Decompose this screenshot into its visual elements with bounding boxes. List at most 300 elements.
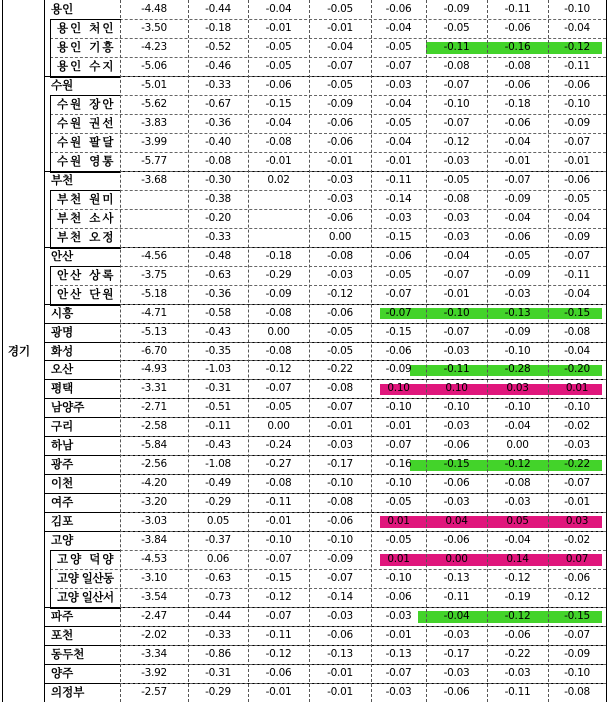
value-cell: -0.01 xyxy=(265,515,292,528)
value-cell: -0.12 xyxy=(327,287,353,300)
value-cell: -0.07 xyxy=(504,173,531,186)
row-divider xyxy=(50,114,606,115)
value-cell: -0.11 xyxy=(504,686,531,699)
value-cell: -0.07 xyxy=(327,59,353,72)
value-cell: -0.08 xyxy=(564,686,590,699)
value-cell: 0.00 xyxy=(328,230,352,243)
value-cell: -5.77 xyxy=(141,154,167,167)
value-cell: -0.10 xyxy=(564,667,590,680)
row-label: 용인 수지 xyxy=(57,58,116,73)
row-label: 부천 xyxy=(51,172,74,187)
value-cell: -0.06 xyxy=(443,439,470,452)
value-cell xyxy=(120,209,188,228)
value-cell: -0.13 xyxy=(327,648,353,661)
row-divider xyxy=(120,607,606,608)
value-cell: -0.07 xyxy=(385,287,412,300)
value-cell: -0.03 xyxy=(385,610,412,623)
value-cell: -0.01 xyxy=(327,667,353,680)
value-cell xyxy=(120,228,188,247)
value-cell: -0.11 xyxy=(443,363,470,376)
row-label: 양주 xyxy=(51,666,74,681)
row-label: 수원 권선 xyxy=(57,115,116,130)
value-cell: -0.12 xyxy=(265,591,292,604)
value-cell: -0.03 xyxy=(443,230,470,243)
value-cell: -0.06 xyxy=(327,306,353,319)
value-cell: -0.10 xyxy=(327,477,353,490)
value-cell: -2.56 xyxy=(141,458,167,471)
value-cell: -0.07 xyxy=(265,553,292,566)
value-cell: -0.11 xyxy=(504,3,531,15)
row-divider xyxy=(50,95,606,96)
value-cell: -5.62 xyxy=(141,97,167,110)
value-cell: -0.12 xyxy=(564,40,590,53)
value-cell: -0.11 xyxy=(564,268,590,281)
table-row xyxy=(0,493,610,512)
value-cell: -0.09 xyxy=(504,192,531,205)
value-cell: 0.01 xyxy=(387,553,410,566)
value-cell: -0.05 xyxy=(385,534,412,547)
value-cell: -0.05 xyxy=(327,3,353,15)
value-cell: -0.04 xyxy=(265,116,292,129)
value-cell: -0.31 xyxy=(205,667,231,680)
value-cell: -0.04 xyxy=(443,249,470,262)
value-cell: -0.29 xyxy=(205,496,231,509)
row-label: 용인 xyxy=(51,2,74,16)
value-cell: -0.09 xyxy=(443,3,470,15)
value-cell: -0.22 xyxy=(327,363,353,376)
row-label: 여주 xyxy=(51,495,74,510)
value-cell: -0.06 xyxy=(564,173,590,186)
value-cell: -6.70 xyxy=(141,344,167,357)
value-cell: -0.33 xyxy=(205,230,231,243)
value-cell: -0.07 xyxy=(443,78,470,91)
value-cell: -0.01 xyxy=(327,686,353,699)
row-label: 광명 xyxy=(51,324,74,339)
row-divider xyxy=(50,228,606,229)
value-cell: -3.03 xyxy=(141,515,167,528)
value-cell: -0.43 xyxy=(205,439,231,452)
value-cell xyxy=(248,228,309,247)
value-cell: -0.07 xyxy=(564,249,590,262)
value-cell: 0.02 xyxy=(267,173,290,186)
value-cell: -0.06 xyxy=(327,515,353,528)
value-cell: -0.63 xyxy=(205,268,231,281)
value-cell: -0.07 xyxy=(265,382,292,395)
row-label: 수원 영통 xyxy=(57,153,116,168)
value-cell: -0.10 xyxy=(564,3,590,15)
row-divider xyxy=(120,683,606,684)
value-cell: -0.10 xyxy=(385,572,412,585)
value-cell: -0.01 xyxy=(327,154,353,167)
value-cell: -2.02 xyxy=(141,629,167,642)
value-cell: -3.99 xyxy=(141,135,167,148)
value-cell: -0.12 xyxy=(504,572,531,585)
row-divider xyxy=(50,19,606,20)
value-cell: -0.03 xyxy=(385,211,412,224)
value-cell: -0.09 xyxy=(327,553,353,566)
table-border xyxy=(44,0,45,702)
value-cell: -0.05 xyxy=(265,401,292,414)
value-cell: -0.09 xyxy=(385,363,412,376)
row-label: 부천 오정 xyxy=(57,229,116,244)
value-cell: -0.40 xyxy=(205,135,231,148)
table-row xyxy=(0,645,610,664)
row-divider xyxy=(120,398,606,399)
value-cell: 0.00 xyxy=(506,439,529,452)
value-cell: -0.08 xyxy=(327,496,353,509)
value-cell: -0.10 xyxy=(564,401,590,414)
value-cell: -0.05 xyxy=(265,59,292,72)
value-cell: -0.06 xyxy=(504,116,531,129)
value-cell: -0.06 xyxy=(504,629,531,642)
value-cell: -3.10 xyxy=(141,572,167,585)
value-cell: -2.71 xyxy=(141,401,167,414)
value-cell: -0.03 xyxy=(327,439,353,452)
value-cell: -0.04 xyxy=(564,211,590,224)
value-cell: -3.50 xyxy=(141,21,167,34)
value-cell: -0.09 xyxy=(265,287,292,300)
value-cell: -0.07 xyxy=(443,325,470,338)
row-divider xyxy=(120,512,606,513)
row-label: 안산 단원 xyxy=(57,286,116,301)
value-cell: -4.56 xyxy=(141,249,167,262)
table-row xyxy=(0,76,610,95)
value-cell: -0.09 xyxy=(564,648,590,661)
row-label: 파주 xyxy=(51,609,74,624)
value-cell: -0.03 xyxy=(443,496,470,509)
value-cell: 0.01 xyxy=(387,515,410,528)
value-cell: -3.20 xyxy=(141,496,167,509)
value-cell: -0.11 xyxy=(443,40,470,53)
value-cell: -0.03 xyxy=(443,629,470,642)
value-cell: -1.08 xyxy=(205,458,231,471)
row-divider xyxy=(120,323,606,324)
value-cell: -0.04 xyxy=(564,344,590,357)
row-divider xyxy=(50,285,606,286)
value-cell: -0.15 xyxy=(265,97,292,110)
value-cell: -0.09 xyxy=(564,230,590,243)
value-cell: -0.05 xyxy=(385,40,412,53)
value-cell: -2.47 xyxy=(141,610,167,623)
value-cell: -0.15 xyxy=(443,458,470,471)
value-cell: -0.05 xyxy=(327,78,353,91)
table-row xyxy=(0,626,610,645)
row-label: 수원 장안 xyxy=(57,96,116,111)
row-label: 시흥 xyxy=(51,305,74,320)
value-cell: -0.03 xyxy=(385,686,412,699)
value-cell: -3.83 xyxy=(141,116,167,129)
value-cell: -0.07 xyxy=(443,116,470,129)
value-cell: -0.18 xyxy=(265,249,292,262)
value-cell: 0.05 xyxy=(506,515,529,528)
value-cell: -0.06 xyxy=(385,344,412,357)
row-divider xyxy=(120,342,606,343)
value-cell: -0.11 xyxy=(265,496,292,509)
row-divider xyxy=(50,57,606,58)
value-cell: -0.03 xyxy=(564,439,590,452)
value-cell: -0.03 xyxy=(504,496,531,509)
row-divider xyxy=(50,133,606,134)
row-divider xyxy=(50,190,606,191)
value-cell: -0.03 xyxy=(327,610,353,623)
value-cell: -0.10 xyxy=(564,97,590,110)
column-divider xyxy=(426,0,427,702)
value-cell: -0.01 xyxy=(564,496,590,509)
value-cell: -0.15 xyxy=(265,572,292,585)
value-cell: 0.01 xyxy=(565,382,589,395)
value-cell: -0.16 xyxy=(385,458,412,471)
row-label: 안산 상록 xyxy=(57,267,116,282)
value-cell: -0.06 xyxy=(327,116,353,129)
value-cell: -0.36 xyxy=(205,287,231,300)
column-divider xyxy=(248,0,249,702)
value-cell: -0.07 xyxy=(265,610,292,623)
value-cell: -0.06 xyxy=(504,21,531,34)
value-cell: -0.04 xyxy=(564,21,590,34)
value-cell: -2.57 xyxy=(141,686,167,699)
value-cell: -0.30 xyxy=(205,173,231,186)
value-cell: -0.03 xyxy=(327,268,353,281)
value-cell: -0.05 xyxy=(443,21,470,34)
row-label: 부천 소사 xyxy=(57,210,116,225)
value-cell: -0.63 xyxy=(205,572,231,585)
value-cell: -5.01 xyxy=(141,78,167,91)
value-cell: -0.12 xyxy=(265,648,292,661)
table-row xyxy=(0,323,610,342)
value-cell: -0.08 xyxy=(327,249,353,262)
table-border xyxy=(606,0,607,702)
table-row xyxy=(0,683,610,702)
value-cell: -0.04 xyxy=(265,3,292,15)
row-divider xyxy=(120,171,606,172)
value-cell: -0.08 xyxy=(265,306,292,319)
value-cell: -0.11 xyxy=(564,59,590,72)
row-label: 평택 xyxy=(51,381,74,396)
table-row xyxy=(0,379,610,398)
table-row xyxy=(0,474,610,493)
column-divider xyxy=(487,0,488,702)
value-cell: -0.12 xyxy=(443,135,470,148)
value-cell xyxy=(248,190,309,209)
row-divider xyxy=(120,645,606,646)
value-cell: -0.49 xyxy=(205,477,231,490)
value-cell: -0.06 xyxy=(385,249,412,262)
value-cell: -0.12 xyxy=(504,610,531,623)
value-cell: -0.67 xyxy=(205,97,231,110)
column-divider xyxy=(548,0,549,702)
value-cell: -0.10 xyxy=(327,534,353,547)
value-cell: -0.03 xyxy=(504,287,531,300)
value-cell: 0.03 xyxy=(506,382,529,395)
row-divider xyxy=(120,379,606,380)
table-row xyxy=(0,455,610,474)
row-divider xyxy=(120,474,606,475)
value-cell: 0.14 xyxy=(506,553,529,566)
value-cell: -0.03 xyxy=(504,667,531,680)
value-cell: -0.05 xyxy=(385,496,412,509)
value-cell: -0.07 xyxy=(385,439,412,452)
value-cell: -0.06 xyxy=(327,135,353,148)
value-cell: -0.06 xyxy=(265,667,292,680)
subgroup-box xyxy=(50,19,121,78)
value-cell: -0.06 xyxy=(504,78,531,91)
value-cell: -0.01 xyxy=(385,420,412,433)
value-cell: -0.22 xyxy=(504,648,531,661)
value-cell: 0.03 xyxy=(565,515,589,528)
value-cell: -0.04 xyxy=(385,21,412,34)
value-cell: -3.31 xyxy=(141,382,167,395)
subgroup-box xyxy=(50,95,121,173)
row-divider xyxy=(50,569,606,570)
value-cell: 0.10 xyxy=(387,382,410,395)
value-cell: -5.13 xyxy=(141,325,167,338)
row-label: 고양 일산서 xyxy=(57,590,114,605)
row-divider xyxy=(50,152,606,153)
row-divider xyxy=(120,304,606,305)
value-cell: 0.00 xyxy=(267,325,290,338)
value-cell: -0.10 xyxy=(385,401,412,414)
value-cell: 0.05 xyxy=(206,515,230,528)
row-divider xyxy=(120,436,606,437)
table-row xyxy=(0,607,610,626)
table-row xyxy=(0,247,610,266)
value-cell: -0.06 xyxy=(564,572,590,585)
value-cell: -0.07 xyxy=(385,306,412,319)
value-cell: -0.07 xyxy=(564,135,590,148)
table-row xyxy=(0,436,610,455)
value-cell: -0.03 xyxy=(385,78,412,91)
value-cell: -0.03 xyxy=(327,173,353,186)
value-cell: -0.13 xyxy=(443,572,470,585)
value-cell: -0.12 xyxy=(564,591,590,604)
value-cell xyxy=(248,209,309,228)
value-cell: -0.10 xyxy=(265,534,292,547)
value-cell: -0.07 xyxy=(385,667,412,680)
value-cell: -0.02 xyxy=(564,534,590,547)
row-divider xyxy=(120,493,606,494)
value-cell: -0.18 xyxy=(205,21,231,34)
value-cell: -0.03 xyxy=(443,154,470,167)
value-cell: -0.10 xyxy=(443,97,470,110)
value-cell: -0.08 xyxy=(443,192,470,205)
value-cell: -0.04 xyxy=(385,135,412,148)
value-cell: -0.15 xyxy=(564,306,590,319)
value-cell: -4.20 xyxy=(141,477,167,490)
value-cell: -0.86 xyxy=(205,648,231,661)
row-divider xyxy=(120,531,606,532)
value-cell: 0.04 xyxy=(445,515,468,528)
value-cell: -0.06 xyxy=(385,591,412,604)
value-cell: -0.15 xyxy=(564,610,590,623)
row-label: 용인 기흥 xyxy=(57,39,116,54)
value-cell: -0.08 xyxy=(265,344,292,357)
value-cell: -0.24 xyxy=(265,439,292,452)
table-border xyxy=(2,0,3,702)
value-cell: -0.29 xyxy=(205,686,231,699)
row-label: 하남 xyxy=(51,438,74,453)
value-cell: -0.08 xyxy=(205,154,231,167)
row-divider xyxy=(50,588,606,589)
value-cell: -0.15 xyxy=(385,230,412,243)
value-cell: -0.05 xyxy=(265,40,292,53)
value-cell: -0.09 xyxy=(504,268,531,281)
row-label: 남양주 xyxy=(51,400,85,415)
value-cell: -0.12 xyxy=(265,363,292,376)
value-cell: -0.05 xyxy=(327,325,353,338)
value-cell: -2.58 xyxy=(141,420,167,433)
value-cell: -0.08 xyxy=(564,325,590,338)
value-cell: -0.19 xyxy=(504,591,531,604)
value-cell: -0.27 xyxy=(265,458,292,471)
row-label: 김포 xyxy=(51,514,74,529)
value-cell: -0.04 xyxy=(504,135,531,148)
value-cell: 0.07 xyxy=(565,553,589,566)
value-cell: -0.20 xyxy=(205,211,231,224)
table-row xyxy=(0,171,610,190)
value-cell: -3.54 xyxy=(141,591,167,604)
value-cell: -0.15 xyxy=(385,325,412,338)
value-cell: -0.05 xyxy=(385,116,412,129)
value-cell: -0.04 xyxy=(385,97,412,110)
value-cell: 0.00 xyxy=(445,553,468,566)
value-cell: -0.03 xyxy=(443,211,470,224)
value-cell: -0.03 xyxy=(443,667,470,680)
value-cell: -0.07 xyxy=(385,59,412,72)
value-cell: -4.53 xyxy=(141,553,167,566)
value-cell: -0.01 xyxy=(327,21,353,34)
value-cell: -0.17 xyxy=(327,458,353,471)
row-label: 고양 덕양 xyxy=(57,552,116,567)
table-row xyxy=(0,512,610,531)
row-divider xyxy=(50,266,606,267)
table-row xyxy=(0,417,610,436)
value-cell: -0.09 xyxy=(504,325,531,338)
value-cell: -5.18 xyxy=(141,287,167,300)
table-row xyxy=(0,342,610,361)
table-row xyxy=(0,304,610,323)
column-divider xyxy=(371,0,372,702)
value-cell: -0.20 xyxy=(564,363,590,376)
value-cell: -0.13 xyxy=(504,306,531,319)
value-cell: -0.08 xyxy=(265,135,292,148)
value-cell: -0.03 xyxy=(443,420,470,433)
value-cell: -0.05 xyxy=(564,192,590,205)
row-divider xyxy=(120,455,606,456)
value-cell: -0.07 xyxy=(564,629,590,642)
value-cell: -0.08 xyxy=(504,477,531,490)
row-divider xyxy=(120,76,606,77)
value-cell: -0.06 xyxy=(327,629,353,642)
value-cell: -0.14 xyxy=(385,192,412,205)
value-cell: -0.06 xyxy=(443,534,470,547)
value-cell: -0.52 xyxy=(205,40,231,53)
value-cell: -0.01 xyxy=(385,154,412,167)
value-cell: -0.73 xyxy=(205,591,231,604)
value-cell: -0.05 xyxy=(385,268,412,281)
value-cell: -0.08 xyxy=(265,477,292,490)
column-divider xyxy=(309,0,310,702)
value-cell: -0.37 xyxy=(205,534,231,547)
value-cell: -0.29 xyxy=(265,268,292,281)
value-cell: -0.04 xyxy=(504,420,531,433)
value-cell: -0.44 xyxy=(205,3,231,15)
value-cell: -0.07 xyxy=(564,477,590,490)
value-cell: -5.06 xyxy=(141,59,167,72)
row-label: 고양 xyxy=(51,533,74,548)
row-label: 수원 팔달 xyxy=(57,134,116,149)
value-cell: -0.04 xyxy=(504,534,531,547)
value-cell: -0.11 xyxy=(385,173,412,186)
